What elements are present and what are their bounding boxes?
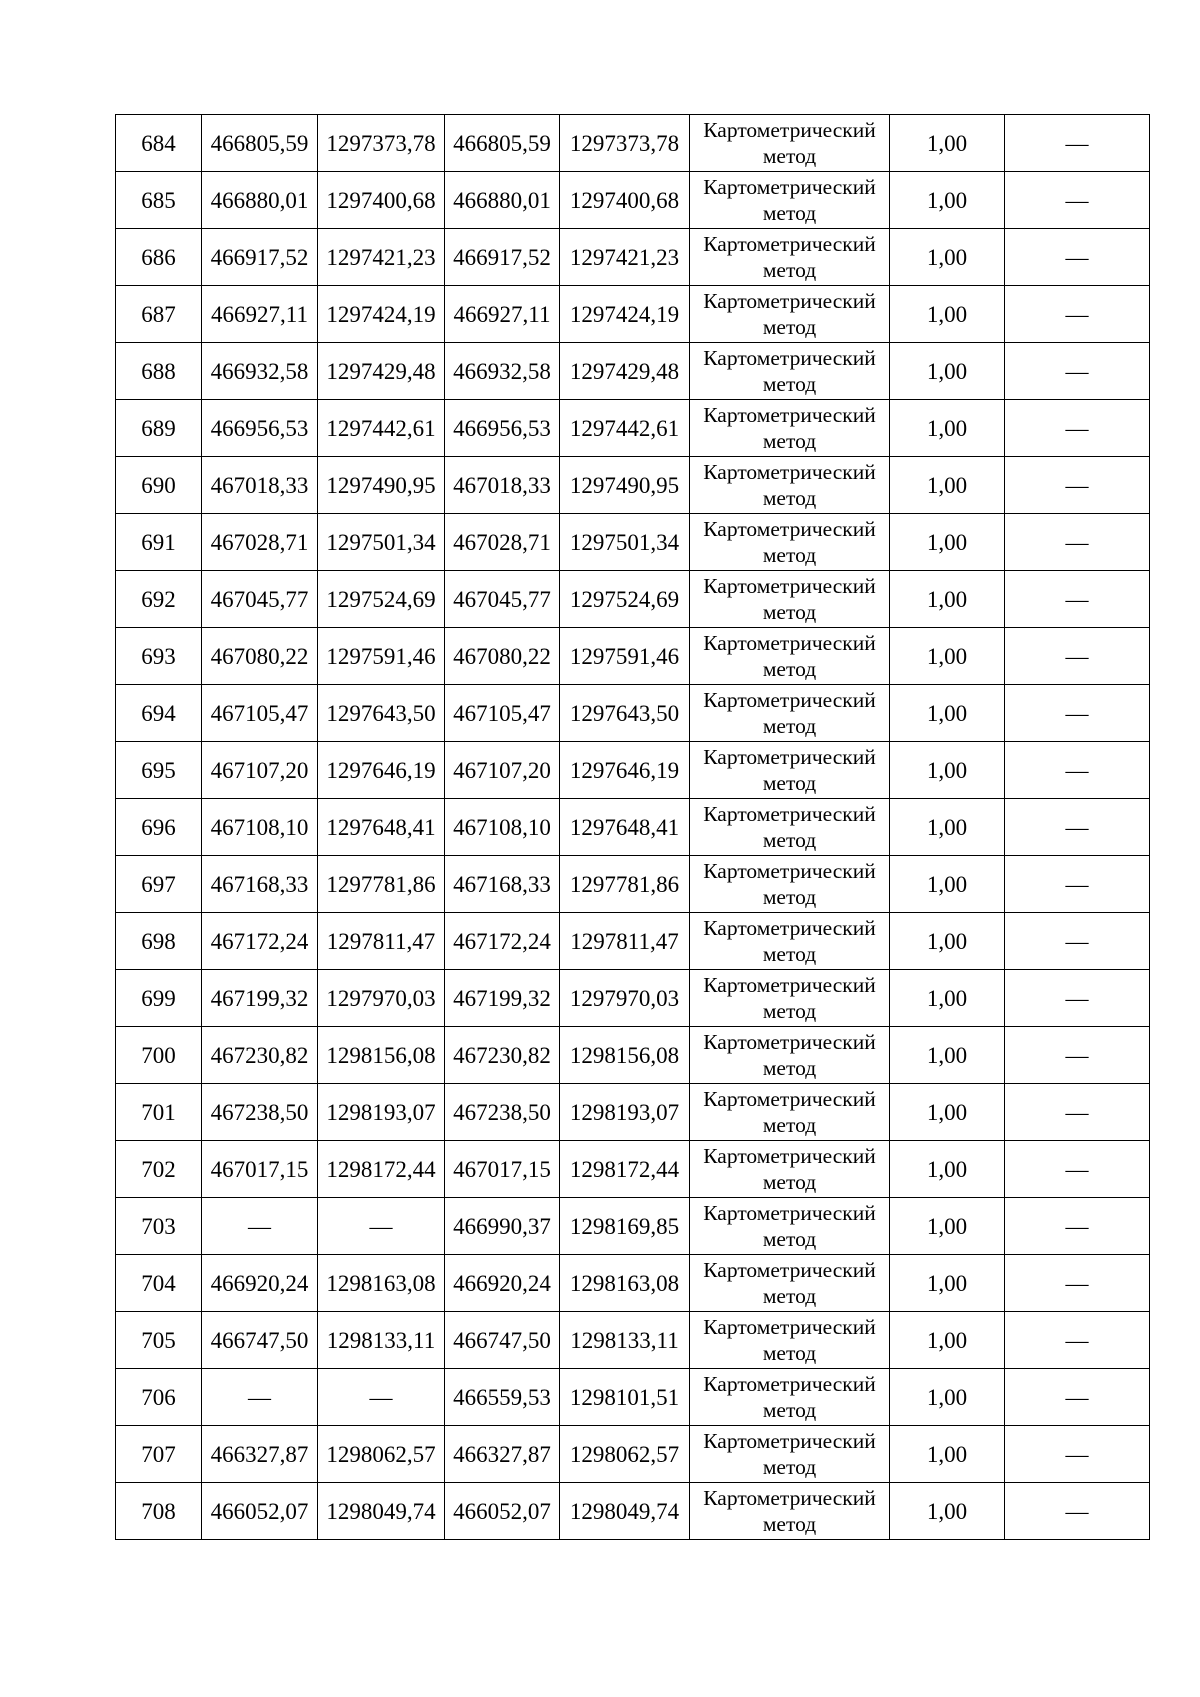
existing-x-cell: 467108,10 — [202, 799, 318, 856]
method-text-continued: метод — [762, 600, 817, 624]
point-number-cell: 687 — [116, 286, 202, 343]
note-cell: — — [1005, 229, 1150, 286]
method-cell — [690, 286, 890, 343]
table-row — [116, 286, 1150, 343]
method-cell — [690, 457, 890, 514]
method-cell — [690, 172, 890, 229]
existing-x-cell: 467018,33 — [202, 457, 318, 514]
method-text: Картометрический — [703, 1429, 876, 1453]
point-number-cell: 700 — [116, 1027, 202, 1084]
method-cell — [690, 913, 890, 970]
accuracy-cell: 1,00 — [890, 1198, 1005, 1255]
note-cell: — — [1005, 856, 1150, 913]
existing-y-cell: 1298156,08 — [318, 1027, 445, 1084]
new-y-cell: 1297524,69 — [560, 571, 690, 628]
existing-y-cell: 1297442,61 — [318, 400, 445, 457]
existing-y-cell: 1297421,23 — [318, 229, 445, 286]
table-row — [116, 1255, 1150, 1312]
method-text-continued: метод — [762, 1512, 817, 1536]
existing-x-cell: 467045,77 — [202, 571, 318, 628]
method-text: Картометрический — [703, 688, 876, 712]
existing-y-cell: 1297811,47 — [318, 913, 445, 970]
existing-y-cell: 1297781,86 — [318, 856, 445, 913]
table-row — [116, 1198, 1150, 1255]
new-x-cell: 466932,58 — [445, 343, 560, 400]
new-x-cell: 466920,24 — [445, 1255, 560, 1312]
method-text-continued: метод — [762, 144, 817, 168]
accuracy-cell: 1,00 — [890, 970, 1005, 1027]
method-cell — [690, 799, 890, 856]
existing-y-cell: 1297373,78 — [318, 115, 445, 172]
existing-x-cell: 466917,52 — [202, 229, 318, 286]
method-text-continued: метод — [762, 1227, 817, 1251]
new-x-cell: 467238,50 — [445, 1084, 560, 1141]
method-text-continued: метод — [762, 258, 817, 282]
note-cell: — — [1005, 742, 1150, 799]
new-x-cell: 466805,59 — [445, 115, 560, 172]
new-x-cell: 466327,87 — [445, 1426, 560, 1483]
method-text: Картометрический — [703, 973, 876, 997]
point-number-cell: 703 — [116, 1198, 202, 1255]
table-body — [116, 115, 1150, 1540]
point-number-cell: 684 — [116, 115, 202, 172]
new-x-cell: 467230,82 — [445, 1027, 560, 1084]
method-cell — [690, 1084, 890, 1141]
new-y-cell: 1297970,03 — [560, 970, 690, 1027]
new-y-cell: 1298049,74 — [560, 1483, 690, 1540]
method-text: Картометрический — [703, 517, 876, 541]
table-row — [116, 514, 1150, 571]
existing-x-cell: 467238,50 — [202, 1084, 318, 1141]
point-number-cell: 697 — [116, 856, 202, 913]
point-number-cell: 695 — [116, 742, 202, 799]
existing-x-cell: 466927,11 — [202, 286, 318, 343]
note-cell: — — [1005, 913, 1150, 970]
method-cell — [690, 1369, 890, 1426]
new-y-cell: 1297421,23 — [560, 229, 690, 286]
new-x-cell: 466747,50 — [445, 1312, 560, 1369]
point-number-cell: 707 — [116, 1426, 202, 1483]
coordinates-table — [115, 114, 1150, 1540]
accuracy-cell: 1,00 — [890, 1084, 1005, 1141]
method-text: Картометрический — [703, 631, 876, 655]
new-y-cell: 1297442,61 — [560, 400, 690, 457]
table-row — [116, 799, 1150, 856]
note-cell: — — [1005, 685, 1150, 742]
method-text-continued: метод — [762, 429, 817, 453]
existing-x-cell: 467105,47 — [202, 685, 318, 742]
new-y-cell: 1298156,08 — [560, 1027, 690, 1084]
existing-x-cell: 466805,59 — [202, 115, 318, 172]
existing-x-cell: 466747,50 — [202, 1312, 318, 1369]
note-cell: — — [1005, 1027, 1150, 1084]
method-text-continued: метод — [762, 486, 817, 510]
method-text: Картометрический — [703, 1315, 876, 1339]
existing-x-cell: 467080,22 — [202, 628, 318, 685]
method-text: Картометрический — [703, 574, 876, 598]
note-cell: — — [1005, 115, 1150, 172]
table-row — [116, 1084, 1150, 1141]
existing-x-cell: 467107,20 — [202, 742, 318, 799]
method-cell — [690, 628, 890, 685]
accuracy-cell: 1,00 — [890, 229, 1005, 286]
new-x-cell: 466559,53 — [445, 1369, 560, 1426]
method-text: Картометрический — [703, 802, 876, 826]
note-cell: — — [1005, 286, 1150, 343]
point-number-cell: 693 — [116, 628, 202, 685]
method-cell — [690, 400, 890, 457]
new-x-cell: 466917,52 — [445, 229, 560, 286]
method-text: Картометрический — [703, 1486, 876, 1510]
point-number-cell: 699 — [116, 970, 202, 1027]
accuracy-cell: 1,00 — [890, 172, 1005, 229]
note-cell: — — [1005, 1483, 1150, 1540]
existing-x-cell: 466327,87 — [202, 1426, 318, 1483]
method-cell — [690, 343, 890, 400]
method-text: Картометрический — [703, 232, 876, 256]
new-x-cell: 467108,10 — [445, 799, 560, 856]
method-text-continued: метод — [762, 657, 817, 681]
table-row — [116, 1426, 1150, 1483]
new-y-cell: 1297429,48 — [560, 343, 690, 400]
new-x-cell: 466956,53 — [445, 400, 560, 457]
new-y-cell: 1297648,41 — [560, 799, 690, 856]
existing-x-cell: 467017,15 — [202, 1141, 318, 1198]
method-text-continued: метод — [762, 543, 817, 567]
new-x-cell: 467105,47 — [445, 685, 560, 742]
table-row — [116, 400, 1150, 457]
method-text-continued: метод — [762, 1455, 817, 1479]
method-cell — [690, 571, 890, 628]
existing-x-cell: 466956,53 — [202, 400, 318, 457]
point-number-cell: 691 — [116, 514, 202, 571]
method-cell — [690, 1426, 890, 1483]
method-text-continued: метод — [762, 1056, 817, 1080]
new-y-cell: 1298169,85 — [560, 1198, 690, 1255]
note-cell: — — [1005, 1426, 1150, 1483]
existing-y-cell: 1297643,50 — [318, 685, 445, 742]
method-text-continued: метод — [762, 1284, 817, 1308]
table-row — [116, 343, 1150, 400]
note-cell: — — [1005, 1141, 1150, 1198]
table-row — [116, 1369, 1150, 1426]
point-number-cell: 690 — [116, 457, 202, 514]
table-row — [116, 457, 1150, 514]
new-y-cell: 1297643,50 — [560, 685, 690, 742]
new-y-cell: 1298133,11 — [560, 1312, 690, 1369]
existing-y-cell: 1298062,57 — [318, 1426, 445, 1483]
existing-x-cell: 467172,24 — [202, 913, 318, 970]
new-x-cell: 467018,33 — [445, 457, 560, 514]
note-cell: — — [1005, 1369, 1150, 1426]
accuracy-cell: 1,00 — [890, 913, 1005, 970]
method-cell — [690, 742, 890, 799]
method-cell — [690, 1027, 890, 1084]
point-number-cell: 702 — [116, 1141, 202, 1198]
method-cell — [690, 970, 890, 1027]
existing-x-cell: 467199,32 — [202, 970, 318, 1027]
existing-y-cell: 1297400,68 — [318, 172, 445, 229]
accuracy-cell: 1,00 — [890, 1141, 1005, 1198]
existing-y-cell: 1298163,08 — [318, 1255, 445, 1312]
new-x-cell: 467028,71 — [445, 514, 560, 571]
new-y-cell: 1297646,19 — [560, 742, 690, 799]
existing-x-cell: 467028,71 — [202, 514, 318, 571]
method-cell — [690, 1141, 890, 1198]
existing-x-cell: 466920,24 — [202, 1255, 318, 1312]
method-text-continued: метод — [762, 999, 817, 1023]
table-row — [116, 1312, 1150, 1369]
method-text: Картометрический — [703, 175, 876, 199]
point-number-cell: 705 — [116, 1312, 202, 1369]
existing-x-cell: — — [202, 1369, 318, 1426]
accuracy-cell: 1,00 — [890, 514, 1005, 571]
note-cell: — — [1005, 400, 1150, 457]
existing-y-cell: 1297648,41 — [318, 799, 445, 856]
new-x-cell: 467080,22 — [445, 628, 560, 685]
existing-y-cell: 1297429,48 — [318, 343, 445, 400]
existing-y-cell: 1297591,46 — [318, 628, 445, 685]
method-text-continued: метод — [762, 714, 817, 738]
existing-x-cell: 466880,01 — [202, 172, 318, 229]
new-y-cell: 1297501,34 — [560, 514, 690, 571]
table-row — [116, 1027, 1150, 1084]
new-y-cell: 1297781,86 — [560, 856, 690, 913]
accuracy-cell: 1,00 — [890, 628, 1005, 685]
accuracy-cell: 1,00 — [890, 457, 1005, 514]
method-text: Картометрический — [703, 1372, 876, 1396]
table-row — [116, 115, 1150, 172]
accuracy-cell: 1,00 — [890, 856, 1005, 913]
existing-y-cell: 1297970,03 — [318, 970, 445, 1027]
note-cell: — — [1005, 1312, 1150, 1369]
new-x-cell: 467107,20 — [445, 742, 560, 799]
accuracy-cell: 1,00 — [890, 685, 1005, 742]
method-text: Картометрический — [703, 745, 876, 769]
point-number-cell: 701 — [116, 1084, 202, 1141]
table-row — [116, 628, 1150, 685]
existing-y-cell: 1298049,74 — [318, 1483, 445, 1540]
point-number-cell: 698 — [116, 913, 202, 970]
existing-x-cell: 466052,07 — [202, 1483, 318, 1540]
table-row — [116, 229, 1150, 286]
point-number-cell: 688 — [116, 343, 202, 400]
method-cell — [690, 856, 890, 913]
new-y-cell: 1298163,08 — [560, 1255, 690, 1312]
method-text-continued: метод — [762, 828, 817, 852]
new-y-cell: 1297811,47 — [560, 913, 690, 970]
method-text-continued: метод — [762, 1113, 817, 1137]
accuracy-cell: 1,00 — [890, 1369, 1005, 1426]
existing-y-cell: 1297646,19 — [318, 742, 445, 799]
new-y-cell: 1298172,44 — [560, 1141, 690, 1198]
note-cell: — — [1005, 343, 1150, 400]
existing-y-cell: 1298193,07 — [318, 1084, 445, 1141]
method-text-continued: метод — [762, 942, 817, 966]
method-text-continued: метод — [762, 372, 817, 396]
method-text-continued: метод — [762, 1170, 817, 1194]
method-cell — [690, 115, 890, 172]
accuracy-cell: 1,00 — [890, 1312, 1005, 1369]
method-text-continued: метод — [762, 885, 817, 909]
existing-y-cell: 1297501,34 — [318, 514, 445, 571]
method-text: Картометрический — [703, 1030, 876, 1054]
method-text: Картометрический — [703, 1258, 876, 1282]
point-number-cell: 694 — [116, 685, 202, 742]
point-number-cell: 696 — [116, 799, 202, 856]
new-y-cell: 1298193,07 — [560, 1084, 690, 1141]
method-text: Картометрический — [703, 118, 876, 142]
method-cell — [690, 229, 890, 286]
method-text-continued: метод — [762, 1398, 817, 1422]
note-cell: — — [1005, 457, 1150, 514]
point-number-cell: 692 — [116, 571, 202, 628]
table-row — [116, 742, 1150, 799]
existing-y-cell: — — [318, 1369, 445, 1426]
note-cell: — — [1005, 571, 1150, 628]
method-text-continued: метод — [762, 1341, 817, 1365]
method-text-continued: метод — [762, 201, 817, 225]
method-text: Картометрический — [703, 346, 876, 370]
note-cell: — — [1005, 628, 1150, 685]
method-cell — [690, 1255, 890, 1312]
note-cell: — — [1005, 514, 1150, 571]
method-text: Картометрический — [703, 1144, 876, 1168]
accuracy-cell: 1,00 — [890, 742, 1005, 799]
method-cell — [690, 685, 890, 742]
table-row — [116, 1483, 1150, 1540]
note-cell: — — [1005, 1084, 1150, 1141]
method-cell — [690, 1312, 890, 1369]
accuracy-cell: 1,00 — [890, 1426, 1005, 1483]
method-cell — [690, 514, 890, 571]
new-x-cell: 466927,11 — [445, 286, 560, 343]
accuracy-cell: 1,00 — [890, 115, 1005, 172]
table-row — [116, 856, 1150, 913]
method-cell — [690, 1198, 890, 1255]
accuracy-cell: 1,00 — [890, 799, 1005, 856]
accuracy-cell: 1,00 — [890, 400, 1005, 457]
new-x-cell: 467017,15 — [445, 1141, 560, 1198]
method-text-continued: метод — [762, 315, 817, 339]
new-y-cell: 1297490,95 — [560, 457, 690, 514]
existing-y-cell: 1297424,19 — [318, 286, 445, 343]
note-cell: — — [1005, 172, 1150, 229]
accuracy-cell: 1,00 — [890, 286, 1005, 343]
method-text: Картометрический — [703, 1087, 876, 1111]
point-number-cell: 708 — [116, 1483, 202, 1540]
method-text: Картометрический — [703, 460, 876, 484]
accuracy-cell: 1,00 — [890, 343, 1005, 400]
method-text: Картометрический — [703, 289, 876, 313]
method-text: Картометрический — [703, 859, 876, 883]
point-number-cell: 689 — [116, 400, 202, 457]
new-y-cell: 1297591,46 — [560, 628, 690, 685]
new-x-cell: 466052,07 — [445, 1483, 560, 1540]
table-row — [116, 970, 1150, 1027]
point-number-cell: 704 — [116, 1255, 202, 1312]
existing-y-cell: 1298133,11 — [318, 1312, 445, 1369]
new-y-cell: 1297400,68 — [560, 172, 690, 229]
note-cell: — — [1005, 1198, 1150, 1255]
new-x-cell: 467172,24 — [445, 913, 560, 970]
new-y-cell: 1298062,57 — [560, 1426, 690, 1483]
new-y-cell: 1297373,78 — [560, 115, 690, 172]
table-row — [116, 1141, 1150, 1198]
table-row — [116, 685, 1150, 742]
existing-x-cell: 467168,33 — [202, 856, 318, 913]
accuracy-cell: 1,00 — [890, 571, 1005, 628]
existing-x-cell: — — [202, 1198, 318, 1255]
method-text: Картометрический — [703, 1201, 876, 1225]
existing-x-cell: 466932,58 — [202, 343, 318, 400]
accuracy-cell: 1,00 — [890, 1483, 1005, 1540]
note-cell: — — [1005, 1255, 1150, 1312]
point-number-cell: 706 — [116, 1369, 202, 1426]
method-text: Картометрический — [703, 403, 876, 427]
existing-y-cell: 1298172,44 — [318, 1141, 445, 1198]
table-row — [116, 172, 1150, 229]
existing-x-cell: 467230,82 — [202, 1027, 318, 1084]
point-number-cell: 685 — [116, 172, 202, 229]
table-row — [116, 571, 1150, 628]
new-x-cell: 467045,77 — [445, 571, 560, 628]
new-y-cell: 1298101,51 — [560, 1369, 690, 1426]
new-x-cell: 466990,37 — [445, 1198, 560, 1255]
accuracy-cell: 1,00 — [890, 1027, 1005, 1084]
new-x-cell: 466880,01 — [445, 172, 560, 229]
method-cell — [690, 1483, 890, 1540]
note-cell: — — [1005, 799, 1150, 856]
accuracy-cell: 1,00 — [890, 1255, 1005, 1312]
new-x-cell: 467199,32 — [445, 970, 560, 1027]
new-y-cell: 1297424,19 — [560, 286, 690, 343]
point-number-cell: 686 — [116, 229, 202, 286]
existing-y-cell: 1297524,69 — [318, 571, 445, 628]
existing-y-cell: 1297490,95 — [318, 457, 445, 514]
method-text: Картометрический — [703, 916, 876, 940]
method-text-continued: метод — [762, 771, 817, 795]
existing-y-cell: — — [318, 1198, 445, 1255]
table-row — [116, 913, 1150, 970]
note-cell: — — [1005, 970, 1150, 1027]
new-x-cell: 467168,33 — [445, 856, 560, 913]
